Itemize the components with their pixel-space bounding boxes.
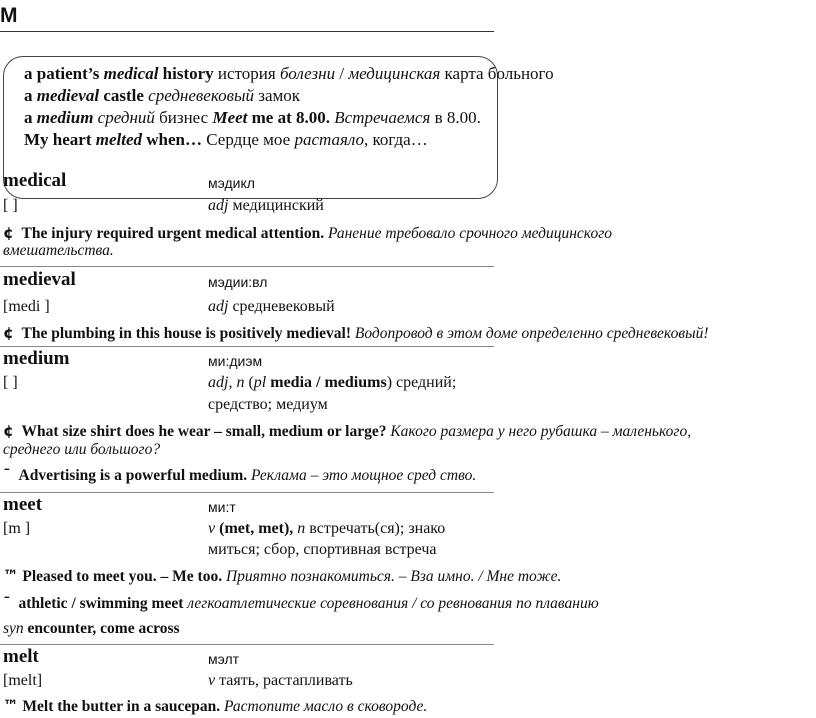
example-meet-1: ™ Pleased to meet you. – Me too. Приятно познакомиться. – Вза имно. / Мне тоже. xyxy=(3,567,562,585)
example-medium-1-cont: среднего или большого? xyxy=(3,441,161,458)
transcription-meet: [m ] xyxy=(3,520,31,537)
transcription-medieval: [medi ] xyxy=(3,298,50,315)
headword-melt: melt xyxy=(3,646,39,667)
pronunciation-medical: мэдикл xyxy=(208,175,255,191)
pronunciation-melt: мэлт xyxy=(208,651,240,667)
transcription-medium: [ ] xyxy=(3,374,18,391)
example-meet-2: ˉ athletic / swimming meet легкоатлетические соревнования / со ревнования по плаванию xyxy=(3,594,599,612)
sense-medieval: adj средневековый xyxy=(208,298,335,315)
sense-meet-cont: миться; сбор, спортивная встреча xyxy=(208,541,437,558)
example-melt: ™ Melt the butter in a saucepan. Растопите масло в сковороде. xyxy=(3,697,428,715)
section-divider xyxy=(0,31,494,32)
entry-divider xyxy=(0,346,494,347)
box-line-2: a medieval castle средневековый замок xyxy=(24,86,301,105)
headword-medieval: medieval xyxy=(3,269,76,290)
example-medieval: ¢ The plumbing in this house is positively medieval! Водопровод в этом доме определенно средневековый! xyxy=(3,324,709,342)
transcription-melt: [melt] xyxy=(3,672,43,689)
sense-medical: adj медицинский xyxy=(208,197,324,214)
pronunciation-medium: ми:диэм xyxy=(208,353,263,369)
pronunciation-meet: ми:т xyxy=(208,499,236,515)
sense-meet: v (met, met), n встречать(ся); знако xyxy=(208,520,446,537)
pronunciation-medieval: мэдии:вл xyxy=(208,274,268,290)
example-medium-1: ¢ What size shirt does he wear – small, medium or large? Какого размера у него рубашка – маленького, xyxy=(3,422,692,440)
headword-meet: meet xyxy=(3,494,43,515)
transcription-medical: [ ] xyxy=(3,197,18,214)
section-letter: M xyxy=(0,4,18,27)
entry-divider xyxy=(0,644,494,645)
sense-melt: v таять, растапливать xyxy=(208,672,353,689)
headword-medical: medical xyxy=(3,170,67,191)
synonyms-meet: syn encounter, come across xyxy=(3,620,180,637)
box-line-3: a medium средний бизнес Meet me at 8.00. Встречаемся в 8.00. xyxy=(24,108,481,127)
sense-medium: adj, n (pl media / mediums) средний; xyxy=(208,374,457,391)
example-medical: ¢ The injury required urgent medical attention. Ранение требовало срочного медицинского xyxy=(3,224,612,242)
sense-medium-cont: средство; медиум xyxy=(208,396,328,413)
box-line-1: a patient’s medical history история болезни / медицинская карта больного xyxy=(24,64,554,83)
example-medium-2: ˉ Advertising is a powerful medium. Реклама – это мощное сред ство. xyxy=(3,466,477,484)
box-line-4: My heart melted when… Сердце мое растаяло, когда… xyxy=(24,130,428,149)
entry-divider xyxy=(0,266,494,267)
headword-medium: medium xyxy=(3,348,70,369)
entry-divider xyxy=(0,492,494,493)
example-medical-cont: вмешательства. xyxy=(3,242,114,259)
